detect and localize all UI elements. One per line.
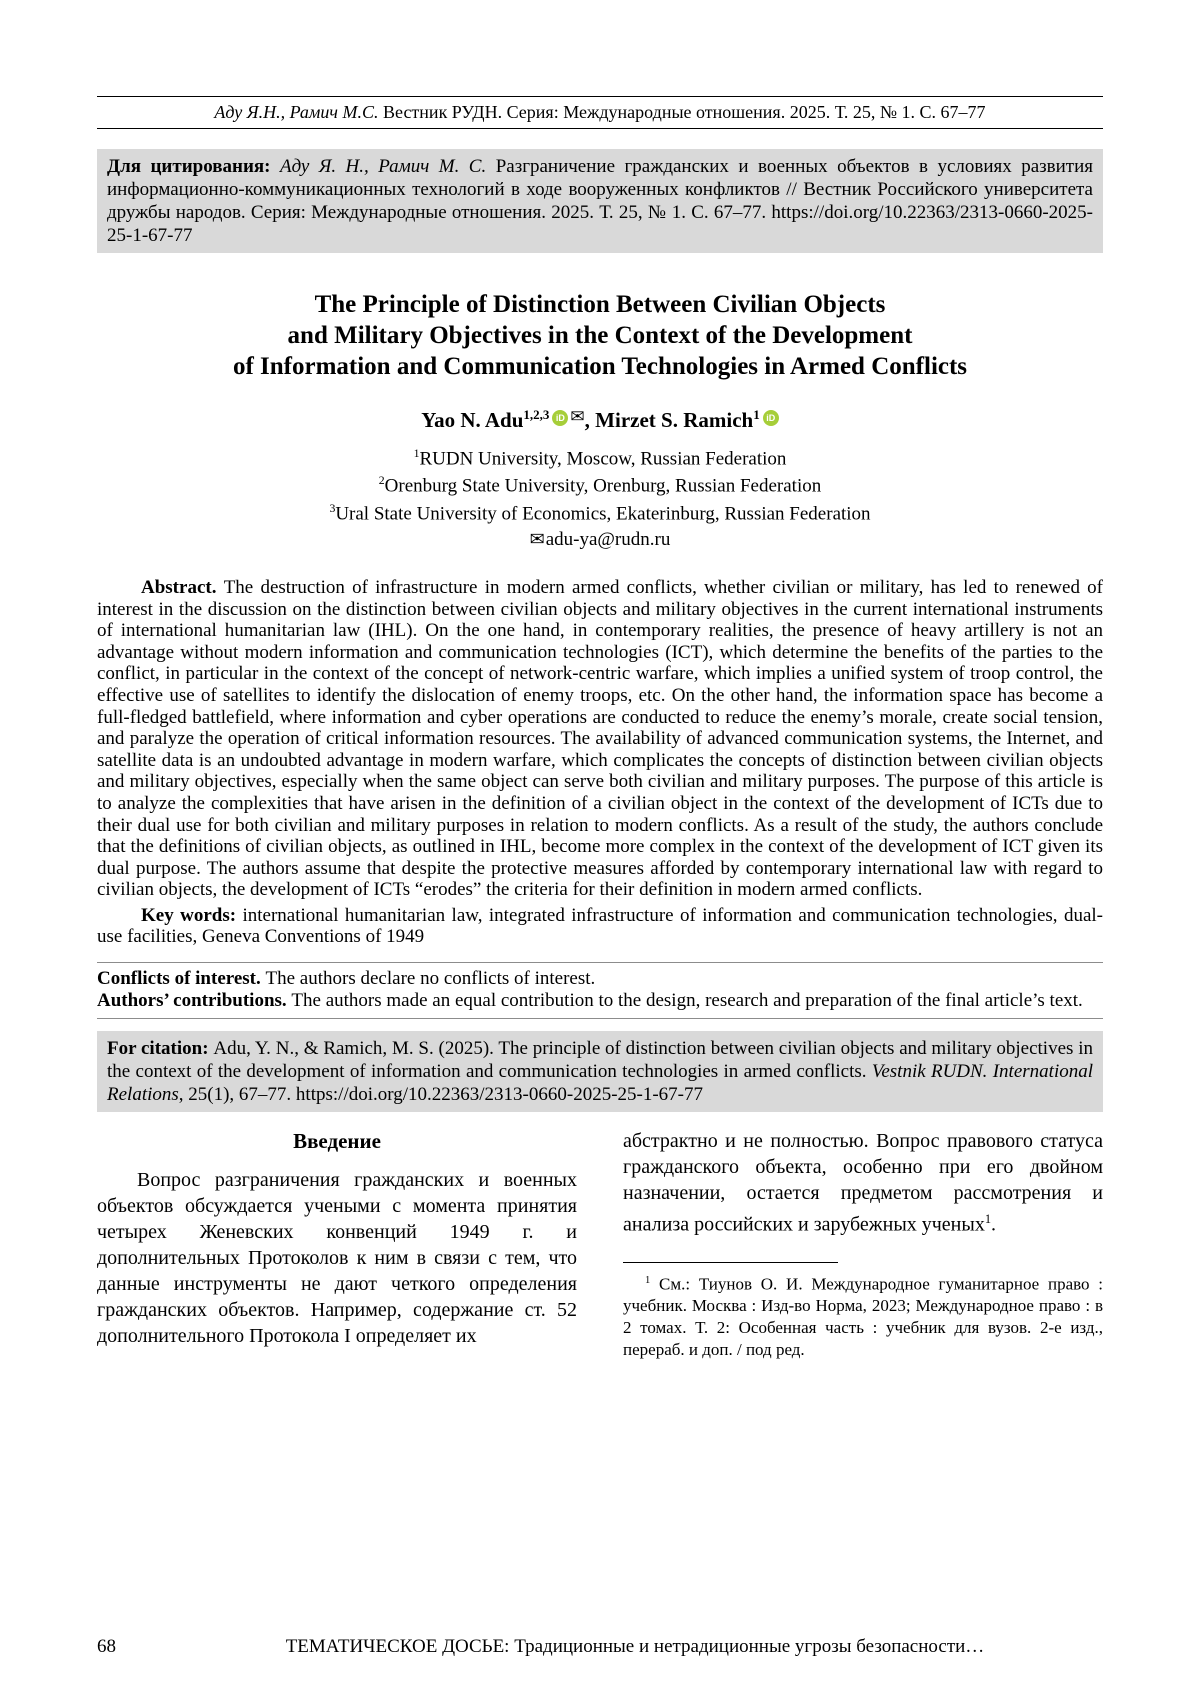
author-1 bbox=[421, 408, 584, 432]
abstract-text: The destruction of infrastructure in modern armed conflicts, whether civilian or military, has led to renewed of interest in the discussion on the distinction between civilian objects and military objectives in the current international instruments of international humanitarian law (IHL). On the one hand, in contemporary realities, the presence of heavy artillery is not an advantage without modern information and communication technologies (ICT), which determine the benefits of the parties to the conflict, in particular in the context of the concept of network-centric warfare, which implies a unified system of troop control, the effective use of satellites to identify the dislocation of enemy troops, etc. On the other hand, the information space has become a full-fledged battlefield, where information and cyber operations are conducted to reduce the enemy’s morale, create social tension, and paralyze the operation of critical information resources. The availability of advanced communication systems, the Internet, and satellite data is an undoubted advantage in modern warfare, which complicates the concepts of distinction between civilian objects and military objectives, especially when the same object can serve both civilian and military purposes. The purpose of this article is to analyze the complexities that have arisen in the definition of a civilian object in the context of the development of ICTs due to their dual use for both civilian and military purposes in relation to modern conflicts. As a result of the study, the authors conclude that the definitions of civilian objects, as outlined in IHL, become more complex in the context of the development of ICT given its dual purpose. The authors assume that despite the protective measures afforded by contemporary international law with regard to civilian objects, the development of ICTs “erodes” the criteria for their definition in modern armed conflicts. bbox=[97, 576, 1104, 901]
abstract-paragraph bbox=[97, 577, 1103, 901]
mail-icon[interactable]: ✉ bbox=[570, 407, 585, 426]
footnote-text bbox=[623, 1270, 1103, 1362]
abstract-label: Abstract. bbox=[141, 576, 224, 598]
right-column bbox=[623, 1128, 1103, 1361]
contributions-text: The authors made an equal contribution to the design, research and preparation of the final article’s text. bbox=[291, 990, 1083, 1012]
author-2-name: Mirzet S. Ramich bbox=[595, 408, 754, 432]
keywords-label: Key words: bbox=[141, 904, 243, 926]
orcid-icon[interactable]: iD bbox=[763, 410, 779, 426]
citation-ru-authors: Аду Я. Н., Рамич М. С. bbox=[279, 156, 496, 177]
keywords-text: international humanitarian law, integrated infrastructure of information and communication technologies, dual-use facilities, Geneva Conventions of 1949 bbox=[97, 904, 1103, 948]
citation-en-label: For citation: bbox=[107, 1038, 214, 1060]
affiliation-1-sup: 1 bbox=[413, 447, 420, 460]
footnote-ref: 1 bbox=[984, 1212, 992, 1227]
citation-en-box bbox=[97, 1031, 1103, 1112]
conflicts-of-interest bbox=[97, 968, 1103, 990]
affiliation-3 bbox=[97, 498, 1103, 525]
mail-icon: ✉ bbox=[529, 528, 545, 549]
intro-right-text: абстрактно и не полностью. Вопрос правового статуса гражданского объекта, особенно при его двойном назначении, остается предметом рассмотрения и анализа российских и зарубежных ученых bbox=[623, 1130, 1103, 1236]
article-title-line-2: and Military Objectives in the Context of the Development bbox=[287, 322, 913, 349]
authors-contributions bbox=[97, 990, 1103, 1012]
author-2 bbox=[595, 408, 779, 432]
running-head-text: Вестник РУДН. Серия: Международные отношения. 2025. Т. 25, № 1. С. 67–77 bbox=[378, 102, 986, 122]
footnote-separator-rule bbox=[623, 1262, 838, 1263]
authors-separator: , bbox=[584, 408, 596, 432]
two-column-body bbox=[97, 1128, 1103, 1361]
citation-en-text-after: , 25(1), 67–77. https://doi.org/10.22363/2313-0660-2025-25-1-67-77 bbox=[178, 1084, 704, 1106]
footnote-body: См.: Тиунов О. И. Международное гуманитарное право : учебник. Москва : Изд-во Норма, 2023; Международное право : в 2 томах. Т. 2: Особенная часть : учебник для вузов. 2-е изд., перераб. и доп. / под ред. bbox=[623, 1274, 1103, 1360]
article-title-line-1: The Principle of Distinction Between Civilian Objects bbox=[314, 291, 886, 318]
article-title bbox=[97, 289, 1103, 382]
running-head-authors: Аду Я.Н., Рамич М.С. bbox=[214, 102, 379, 122]
affiliation-1 bbox=[97, 443, 1103, 470]
statements-block bbox=[97, 962, 1103, 1019]
author-2-affiliation-sup: 1 bbox=[753, 407, 760, 422]
affiliations bbox=[97, 443, 1103, 525]
authors-line bbox=[97, 402, 1103, 433]
affiliation-2 bbox=[97, 470, 1103, 497]
citation-ru-text: Разграничение гражданских и военных объектов в условиях развития информационно-коммуникационных технологий в ходе вооруженных конфликтов // Вестник Российского университета дружбы народов. Серия: Международные отношения. 2025. Т. 25, № 1. С. 67–77. https://doi.org/10.22363/2313-0660-2025-25-1-67-77 bbox=[107, 156, 1093, 246]
citation-ru-label: Для цитирования: bbox=[107, 156, 280, 177]
footnote-marker: 1 bbox=[645, 1274, 651, 1286]
intro-paragraph-right bbox=[623, 1128, 1103, 1238]
footer-rubric: ТЕМАТИЧЕСКОЕ ДОСЬЕ: Традиционные и нетрадиционные угрозы безопасности… bbox=[285, 1636, 985, 1657]
running-head bbox=[97, 96, 1103, 129]
citation-en-text-before: Adu, Y. N., & Ramich, M. S. (2025). The principle of distinction between civilian objects and military objectives in the context of the development of information and communication technologies in armed conflicts. bbox=[107, 1038, 1093, 1083]
affiliation-2-text: Orenburg State University, Orenburg, Russian Federation bbox=[384, 475, 822, 497]
affiliation-3-sup: 3 bbox=[329, 501, 336, 515]
article-title-line-3: of Information and Communication Technologies in Armed Conflicts bbox=[232, 353, 968, 380]
page-number: 68 bbox=[97, 1636, 116, 1657]
keywords-paragraph bbox=[97, 905, 1103, 948]
page-footer bbox=[97, 1636, 1103, 1658]
affiliation-2-sup: 2 bbox=[378, 474, 385, 488]
orcid-icon[interactable]: iD bbox=[552, 410, 568, 426]
section-heading-introduction: Введение bbox=[293, 1129, 381, 1154]
citation-ru-box bbox=[97, 149, 1103, 253]
citation-en-journal: Vestnik RUDN. International Relations bbox=[107, 1061, 1094, 1106]
email-link[interactable]: adu-ya@rudn.ru bbox=[545, 528, 671, 550]
conflicts-label: Conflicts of interest. bbox=[97, 968, 266, 990]
author-1-affiliation-sup: 1,2,3 bbox=[523, 407, 550, 422]
affiliation-1-text: RUDN University, Moscow, Russian Federation bbox=[419, 448, 787, 470]
corresponding-email-line bbox=[97, 528, 1103, 551]
conflicts-text: The authors declare no conflicts of interest. bbox=[265, 968, 596, 990]
intro-right-end: . bbox=[991, 1213, 997, 1236]
author-1-name: Yao N. Adu bbox=[421, 408, 524, 432]
footnote-block bbox=[623, 1262, 1103, 1362]
affiliation-3-text: Ural State University of Economics, Ekaterinburg, Russian Federation bbox=[335, 502, 871, 524]
contributions-label: Authors’ contributions. bbox=[97, 990, 292, 1012]
intro-paragraph-left: Вопрос разграничения гражданских и военных объектов обсуждается учеными с момента принятия четырех Женевских конвенций 1949 г. и дополнительных Протоколов к ним в связи с тем, что данные инструменты не дают четкого определения гражданских объектов. Например, содержание ст. 52 дополнительного Протокола I определяет их bbox=[97, 1169, 577, 1348]
left-column bbox=[97, 1128, 577, 1361]
